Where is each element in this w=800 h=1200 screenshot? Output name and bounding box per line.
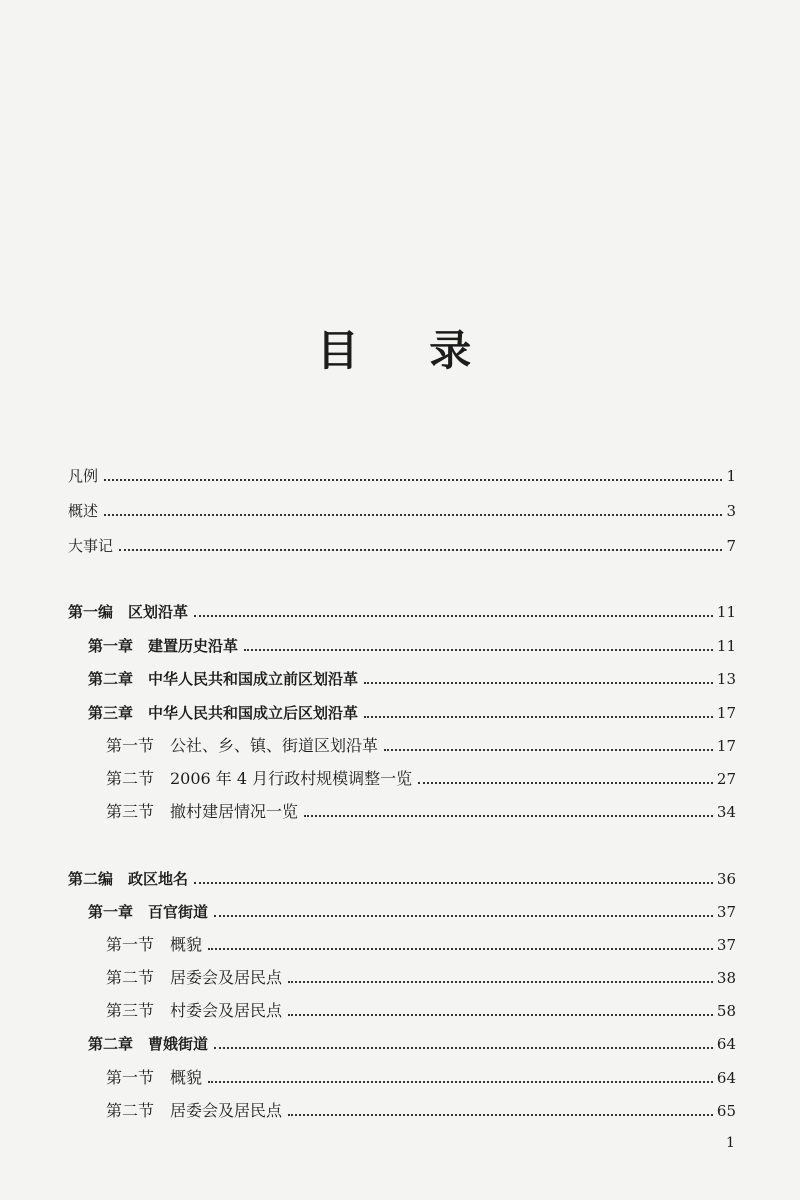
toc-entry-label: 第三节 撤村建居情况一览: [106, 802, 299, 821]
toc-section: [106, 733, 736, 757]
toc-entry-page: 13: [716, 670, 736, 688]
leader-dots: [304, 815, 713, 817]
toc-section: [106, 1065, 736, 1089]
page-number: 1: [726, 1135, 735, 1151]
leader-dots: [104, 514, 722, 516]
toc-chapter: [88, 1031, 736, 1055]
toc-entry-page: 17: [716, 704, 736, 722]
leader-dots: [288, 1014, 713, 1016]
toc-entry-label: 概述: [68, 502, 99, 520]
toc-entry-page: 7: [726, 537, 736, 555]
toc-entry-page: 11: [716, 603, 736, 621]
toc-section: [106, 932, 736, 956]
toc-entry-page: 65: [716, 1102, 736, 1120]
toc-entry-label: 第二章 曹娥街道: [88, 1035, 209, 1053]
toc-entry-page: 36: [716, 870, 736, 888]
toc-entry-page: 37: [716, 903, 736, 921]
leader-dots: [208, 948, 713, 950]
toc-entry-label: 第二章 中华人民共和国成立前区划沿革: [88, 670, 359, 688]
toc-entry-fanli: [68, 463, 736, 487]
toc-entry-page: 1: [726, 467, 736, 485]
toc-section: [106, 799, 736, 823]
toc-section: [106, 965, 736, 989]
toc-entry-label: 第一编 区划沿革: [68, 603, 189, 621]
toc-entry-label: 第一章 百官街道: [88, 903, 209, 921]
leader-dots: [288, 981, 713, 983]
toc-entry-label: 第三章 中华人民共和国成立后区划沿革: [88, 704, 359, 722]
leader-dots: [364, 682, 713, 684]
toc-entry-page: 27: [716, 770, 736, 788]
toc-entry-dashiji: [68, 533, 736, 557]
toc-entry-page: 38: [716, 969, 736, 987]
page-title: 目 录: [316, 326, 500, 375]
leader-dots: [208, 1081, 713, 1083]
leader-dots: [418, 782, 713, 784]
toc-entry-label: 第二节 居委会及居民点: [106, 1101, 283, 1120]
toc-entry-page: 11: [716, 637, 736, 655]
toc-entry-page: 37: [716, 936, 736, 954]
toc-entry-label: 第一节 概貌: [106, 1068, 203, 1087]
toc-entry-gaishu: [68, 498, 736, 522]
leader-dots: [364, 716, 713, 718]
toc-entry-label: 第一节 公社、乡、镇、街道区划沿革: [106, 736, 379, 755]
toc-entry-label: 第二节 居委会及居民点: [106, 968, 283, 987]
leader-dots: [214, 1047, 713, 1049]
toc-entry-page: 34: [716, 803, 736, 821]
leader-dots: [214, 915, 713, 917]
toc-chapter: [88, 700, 736, 724]
toc-chapter: [88, 666, 736, 690]
leader-dots: [384, 749, 713, 751]
toc-section: [106, 766, 736, 790]
toc-entry-page: 64: [716, 1069, 736, 1087]
leader-dots: [288, 1114, 713, 1116]
toc-entry-page: 64: [716, 1035, 736, 1053]
toc-entry-label: 第二编 政区地名: [68, 870, 189, 888]
toc-section: [106, 1098, 736, 1122]
leader-dots: [194, 882, 713, 884]
leader-dots: [194, 615, 713, 617]
toc-entry-label: 第一节 概貌: [106, 935, 203, 954]
toc-entry-page: 3: [726, 502, 736, 520]
toc-entry-label: 第三节 村委会及居民点: [106, 1001, 283, 1020]
toc-entry-label: 第二节 2006 年 4 月行政村规模调整一览: [106, 769, 413, 788]
toc-entry-label: 凡例: [68, 467, 99, 485]
toc-section: [106, 998, 736, 1022]
toc-part-1: [68, 599, 736, 623]
toc-entry-page: 58: [716, 1002, 736, 1020]
leader-dots: [104, 479, 722, 481]
toc-chapter: [88, 899, 736, 923]
leader-dots: [119, 549, 722, 551]
toc-chapter: [88, 633, 736, 657]
toc-part-2: [68, 866, 736, 890]
toc-entry-label: 大事记: [68, 537, 114, 555]
toc-entry-label: 第一章 建置历史沿革: [88, 637, 239, 655]
toc-entry-page: 17: [716, 737, 736, 755]
leader-dots: [244, 649, 713, 651]
